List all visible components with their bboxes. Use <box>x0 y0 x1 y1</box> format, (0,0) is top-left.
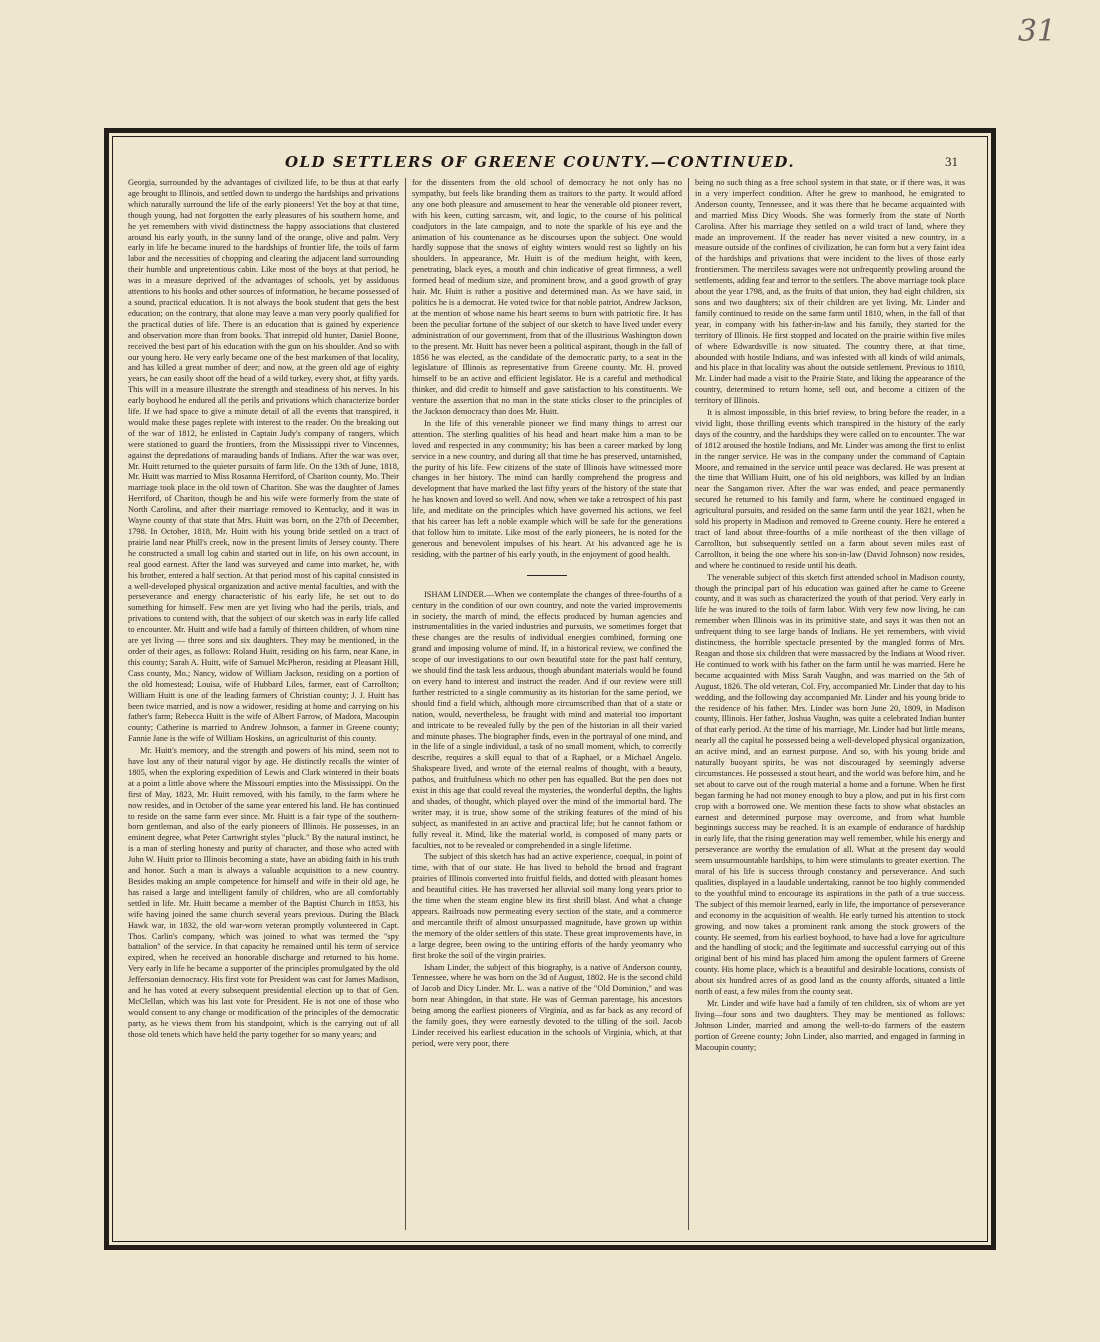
page-number: 31 <box>945 154 958 169</box>
text-columns <box>122 178 972 1230</box>
header-title: OLD SETTLERS OF GREENE COUNTY.—CONTINUED. <box>284 153 796 171</box>
paragraph: In the life of this venerable pioneer we find many things to arrest our attention. The sterling qualities of his head and heart make him a man to be loved and respected in any community; his has been a career marked by long service in a new country, and during all that time he has preserved, untarnished, the purity of his life. Few citizens of the state of Illinois have witnessed more changes in her history. The mind can hardly comprehend the progress and development that have marked the last fifty years of the history of the state that he has known and loved so well. And now, when we take a retrospect of his past life, and meditate on the principles which have governed his actions, we feel that his career has left a noble example which will be safe for the generations that follow him to imitate. Like most of the early pioneers, he is noted for the generous and benevolent impulses of his heart. At his advanced age he is residing, with the partner of his early youth, in the enjoyment of good health. <box>412 418 682 559</box>
handwritten-page-number: 31 <box>1017 14 1056 49</box>
paragraph: It is almost impossible, in this brief review, to bring before the reader, in a vivid light, those thrilling events which transpired in the history of the early days of the country, and the hardships they were called on to encounter. The war of 1812 aroused the hostile Indians, and Mr. Linder was among the first to enlist in the ranger service. He was in the company under the command of Captain Moore, and remained in the service until peace was declared. He was present at the time that William Huitt, one of his old neighbors, was killed by an Indian near the Sangamon river. After the war was ended, and peace permanently secured he returned to his family and farm, where he continued engaged in agricultural pursuits, and resided on the same farm until the year 1821, when he sold his property in Madison and removed to Greene county. Here he entered a tract of land about three-fourths of a mile northeast of the then village of Carrollton, but subsequently settled on a farm about seven miles east of Carrollton, it being the one where his son-in-law (David Johnson) now resides, and where he continued to reside until his death. <box>695 408 965 570</box>
column-1 <box>122 178 405 1230</box>
paragraph: ISHAM LINDER.—When we contemplate the changes of three-fourths of a century in the condition of our own country, and note the varied improvements in society, the march of mind, the effects produced by human agencies and instrumentalities in the varied industries and pursuits, we sometimes forget that these changes are the results of individual energies combined, forming one grand and imposing volume of mind. If, in a historical review, we confined the scope of our investigations to our own beautiful state for the past half century, we should find the task less arduous, though abundant materials would be found on every hand to interest and instruct the reader. And if our review were still further restricted to a single community as its historian for the same period, we should find a field which, although more circumscribed than that of a state or nation, would, nevertheless, be fraught with mind and material too important and intricate to be revealed fully by the pen of the historian in all their varied and minute phases. The biographer finds, even in the portrayal of one mind, and in the life of a single individual, a task of no small moment, which, to correctly describe, requires a skill equal to that of a Raphael, or a Michael Angelo. Shakspeare lived, and wrote of the eternal realms of thought, with a beauty, pathos, and fruitfulness which no other pen has equalled. But the pen does not exist in this age that could reveal the mysteries, the wonderful depths, the lights and shades, of thought, which played over the mind of the immortal bard. The writer may, it is true, show some of the striking features of the mind of his subject, as manifested in an active and practical life; but he cannot fathom or fully reveal it. Mind, like the material world, is composed of many parts or faculties, not to be revealed or comprehended in a single lifetime. <box>412 589 682 850</box>
page-header <box>122 148 958 176</box>
paragraph: The subject of this sketch has had an active experience, coequal, in point of time, with that of our state. He has lived to behold the broad and fragrant prairies of Illinois converted into fruitful fields, and dotted with pleasant homes and beautiful cities. He has traversed her alluvial soil many long years prior to the time when the steam engine blew its first shrill blast. And what a change appears. Railroads now permeating every section of the state, and a commerce and mercantile thrift of almost unsurpassed magnitude, have grown up within the memory of the older settlers of this state. These great improvements have, in a large degree, been owing to the untiring efforts of the hardy yeomanry who first broke the soil of the virgin prairies. <box>412 852 682 960</box>
paragraph: Mr. Huitt's memory, and the strength and powers of his mind, seem not to have lost any of their natural vigor by age. He distinctly recalls the winter of 1805, when the exploring expedition of Lewis and Clark wintered in their boats at a point a little above where the Missouri empties into the Mississippi. On the first of May, 1823, Mr. Huitt removed, with his family, to the farm where he now resides, and in October of the same year entered his land. He has continued to reside on the same farm ever since. Mr. Huitt is a fair type of the southern-born gentleman, and also of the early pioneers of Illinois. He possesses, in an eminent degree, what Peter Cartwright styles "pluck." By the natural instinct, he is a man of sterling honesty and purity of character, and those who acted with John W. Huitt prior to Illinois becoming a state, have an abiding faith in his truth and honor. Such a man is always a valuable acquisition to a new country. Besides making an ample competence for himself and wife in their old age, he has raised a large and intelligent family of children, who are all comfortably settled in life. Mr. Huitt became a member of the Baptist Church in 1853, his wife having joined the same church several years previous. During the Black Hawk war, in 1832, the old war-worn veteran promptly volunteered in Capt. Thos. Carlin's company, which was joined to what was termed the "spy battalion" of the service. In that capacity he remained until his term of service expired, when he received an honorable discharge and returned to his home. Very early in life he became a supporter of the principles promulgated by the old Jeffersonian democracy. His first vote for President was cast for James Madison, and he has voted at every subsequent presidential election up to that of Gen. McClellan, which was his last vote for President. He is not one of those who would consent to any change or modification of the principles of the democratic party, as he views them from his standpoint, which is the carrying out of all those old tenets which have held the party together for so many years; and <box>128 746 399 1039</box>
column-3 <box>688 178 971 1230</box>
column-2 <box>405 178 688 1230</box>
paragraph: The venerable subject of this sketch first attended school in Madison county, though the principal part of his education was gained after he came to Greene county, and it was such as characterized the youth of that period. Very early in life he was inured to the toils of farm labor. With very few now living, he can remember when Illinois was in its primitive state, and says it was then not an unfrequent thing to see large bands of Indians. He yet remembers, with vivid distinctness, the horrible spectacle presented by the mangled forms of Mrs. Reagan and those six children that were massacred by the Indians at Wood river. He continued to work with his father on the farm until he was married. Here he became acquainted with Miss Sarah Vaughn, and was married on the 5th of August, 1826. The old veteran, Col. Fry, accompanied Mr. Linder that day to his wedding, and the following day accompanied Mr. Linder and his young bride to the residence of his father. Mrs. Linder was born June 20, 1809, in Madison county, Illinois. Her father, Joshua Vaughn, was quite a celebrated Indian hunter of that early period. At the time of his marriage, Mr. Linder had but little means, nearly all the capital he possessed being a well-developed physical organization, an active mind, and an earnest purpose. And so, with his young bride and naturally buoyant spirits, he was not discouraged by seemingly adverse circumstances. He possessed a stout heart, and the world was before him, and he set about to carve out of the rough material a home and a fortune. When he first began farming he had not money enough to buy a plow, and put in his first corn crop with a borrowed one. We mention these facts to show what obstacles an earnest and determined purpose may overcome, and from what humble beginnings success may be reached. It is an example of endurance of hardship in early life, that the rising generation may well remember, while his energy and perseverance are worthy the emulation of all. What at the present day would seem unsurmountable hardships, to him were stimulants to greater exertion. The moral of his life is success through constancy and perseverance. And such qualities, displayed in a laudable undertaking, cannot be too highly commended to the youthful mind to encourage its aspirations in the path of a true success. The subject of this memoir learned, early in life, the importance of perseverance and economy in the acquisition of wealth. He early turned his attention to stock growing, and now takes a prominent rank among the stock growers of the county. He seemed, from his earliest boyhood, to have had a love for agriculture and the handling of stock; and the legitimate and successful carrying out of this original bent of his mind has placed him among the opulent farmers of Greene county. His home place, which is a beautiful and desirable locations, consists of about six hundred acres of as good land as the county affords, situated a little north of east, a few miles from the county seat. <box>695 572 965 997</box>
paragraph: being no such thing as a free school system in that state, or if there was, it was in a very imperfect condition. After he grew to manhood, he emigrated to Anderson county, Tennessee, and it was there that he became acquainted with and married Miss Dicy Woods. She was formerly from the state of North Carolina. After his marriage they settled on a wild tract of land, where they made an improvement. If the reader has never visited a new country, in a measure outside of the confines of civilization, he can form but a very faint idea of the hardships and privations that were incident to the lives of those early frontiersmen. The merciless savages were not unfrequently prowling around the settlements, adding fear and terror to the settlers. The above marriage took place about the year 1798, and, as the fruits of that union, they had eight children, six sons and two daughters; six of their children are yet living. Mr. Linder and family continued to reside on the same farm until 1810, when, in the fall of that year, in company with his father-in-law and his family, they started for the territory of Illinois. He first stopped and located on the prairie within five miles of where Edwardsville is now situated. The country there, at that time, abounded with hostile Indians, and was infested with all kinds of wild animals, and his place in that locality was about the outside settlement. Previous to 1810, Mr. Linder had made a visit to the Prairie State, and liking the appearance of the country, determined to return home, sell out, and become a citizen of the territory of Illinois. <box>695 178 965 406</box>
paragraph: Mr. Linder and wife have had a family of ten children, six of whom are yet living—four sons and two daughters. They may be mentioned as follows: Johnson Linder, married and among the well-to-do farmers of the eastern portion of Greene county; John Linder, also married, and engaged in farming in Macoupin county; <box>695 998 965 1052</box>
section-divider <box>527 575 567 576</box>
paragraph: Georgia, surrounded by the advantages of civilized life, to be thus at that early age brought to Illinois, and settled down to undergo the hardships and privations which naturally surround the life of the early pioneers! Yet the boy at that time, though young, had not forgotten the early pleasures of his southern home, and he yet remembers with vivid distinctness the happy associations that clustered around his early youth, in the sunny land of the orange, olive and palm. Very early in life he became inured to the hardships of frontier life, the toils of farm labor and the necessities of chopping and clearing the adjacent land surrounding their humble and unpretentious cabin. Like most of the boys at that period, he was in a measure deprived of the advantages of schools, yet by assiduous attentions to his books and other sources of information, he became possessed of a sound, practical education. It is not always the book student that gets the best education; on the contrary, that alone may leave a man very poorly qualified for the practical duties of life. There is an education that is gained by experience and observation more than from books. That intrepid old hunter, Daniel Boone, received the best part of his education with the gun on his shoulder. And so with our young hero. He very early became one of the best marksmen of that locality, and has killed a great number of deer; and now, at the green old age of eighty years, he can easily shoot off the head of a wild turkey, every shot, at fifty yards. This will in a measure illustrate the strength and steadiness of his nerves. In his early boyhood he endured all the perils and privations which characterize border life. If we had space to give a minute detail of all the events that transpired, it would make these pages replete with interest to the reader. On the breaking out of the war of 1812, he enlisted in Captain Judy's company of rangers, which were stationed to guard the frontiers, from the Mississippi river to Vincennes, against the depredations of marauding bands of Indians. After the war was over, Mr. Huitt returned to the quieter pursuits of farm life. On the 13th of June, 1818, Mr. Huitt was married to Miss Rosanna Herriford, of Chariton county, Mo. Their marriage took place in the old town of Chariton. She was the daughter of James Herriford, of Chariton, though he and his wife were formerly from the state of North Carolina, and after their marriage removed to Kentucky, and it was in Wayne county of that state that Mrs. Huitt was born, on the 27th of December, 1798. In October, 1818, Mr. Huitt with his young bride settled on a tract of prairie land near Phill's creek, now in the present limits of Jersey county. There he constructed a small log cabin and started out in life, on his own account, in real good earnest. After the land was surveyed and came into market, he, with his brother, entered a half section. At that period most of his capital consisted in a well-developed physical organization and active mental faculties, and with the perseverance and energy characteristic of his early life, he set out to do something for himself. Few men are yet living who had the perils, trials, and privations to contend with, that the subject of our sketch was in early life called to encounter. Mr. Huitt and wife had a family of thirteen children, of whom nine are yet living — three sons and six daughters. They may be mentioned, in the order of their ages, as follows: Roland Huitt, residing on his farm, near Kane, in this county; Sarah A. Huitt, wife of Samuel McPheron, residing at Pleasant Hill, Cass county, Mo.; Nancy, widow of William Jackson, residing on a portion of the old homestead; Louisa, wife of Hubbard Liles, farmer, east of Carrollton; William Huitt is one of the leading farmers of Christian county; J. J. Huitt has been twice married, and is now a widower, residing at home and carrying on his father's farm; Rebecca Huitt is the wife of Albert Farrow, of Madora, Macoupin county; Catherine is married to Andrew Johnson, a farmer in Greene county; Fannie Jane is the wife of William Hoskins, an agriculturist of this county. <box>128 178 399 744</box>
paragraph: Isham Linder, the subject of this biography, is a native of Anderson county, Tennessee, where he was born on the 3d of August, 1802. He is the second child of Jacob and Dicy Linder. Mr. L. was a native of the "Old Dominion," and was born near Abingdon, in that state. He was of German parentage, his ancestors being among the earliest pioneers of Virginia, and as far back as any record of the family goes, they were earnestly devoted to the tilling of the soil. Jacob Linder received his earliest education in the schools of Virginia, which, at that period, were very poor, there <box>412 962 682 1048</box>
paragraph: for the dissenters from the old school of democracy he not only has no sympathy, but feels like branding them as traitors to the party. It would afford any one both pleasure and amusement to hear the venerable old pioneer revert, with his keen, cutting sarcasm, wit, and logic, to the course of his political coadjutors in the late campaign, and to note the sparkle of his eye and the animation of his countenance as he discourses upon the subject. One would hardly suppose that the snows of eighty winters would rest so lightly on his shoulders. In appearance, Mr. Huitt is of the medium height, with keen, penetrating, black eyes, a mouth and chin indicative of great firmness, a well formed head of medium size, and prominent brow, and a good growth of gray hair. Mr. Huitt is rather a positive and determined man. As we have said, in politics he is a democrat. He voted twice for that noble patriot, Andrew Jackson, at the mention of whose name his heart seems to burn with patriotic fire. It has been the peculiar fortune of the subject of our sketch to have lived under every administration of our government, from that of the illustrious Washington down to the present. Mr. Huitt has never been a political aspirant, though in the fall of 1856 he was elected, as the candidate of the democratic party, to a seat in the legislature of Illinois as representative from Greene county. Mr. H. proved himself to be an active and efficient legislator. He is a careful and methodical thinker, and did credit to himself and gave satisfaction to his constituents. We venture the assertion that no man in the state sticks closer to the principles of the Jackson democracy than does Mr. Huitt. <box>412 178 682 417</box>
